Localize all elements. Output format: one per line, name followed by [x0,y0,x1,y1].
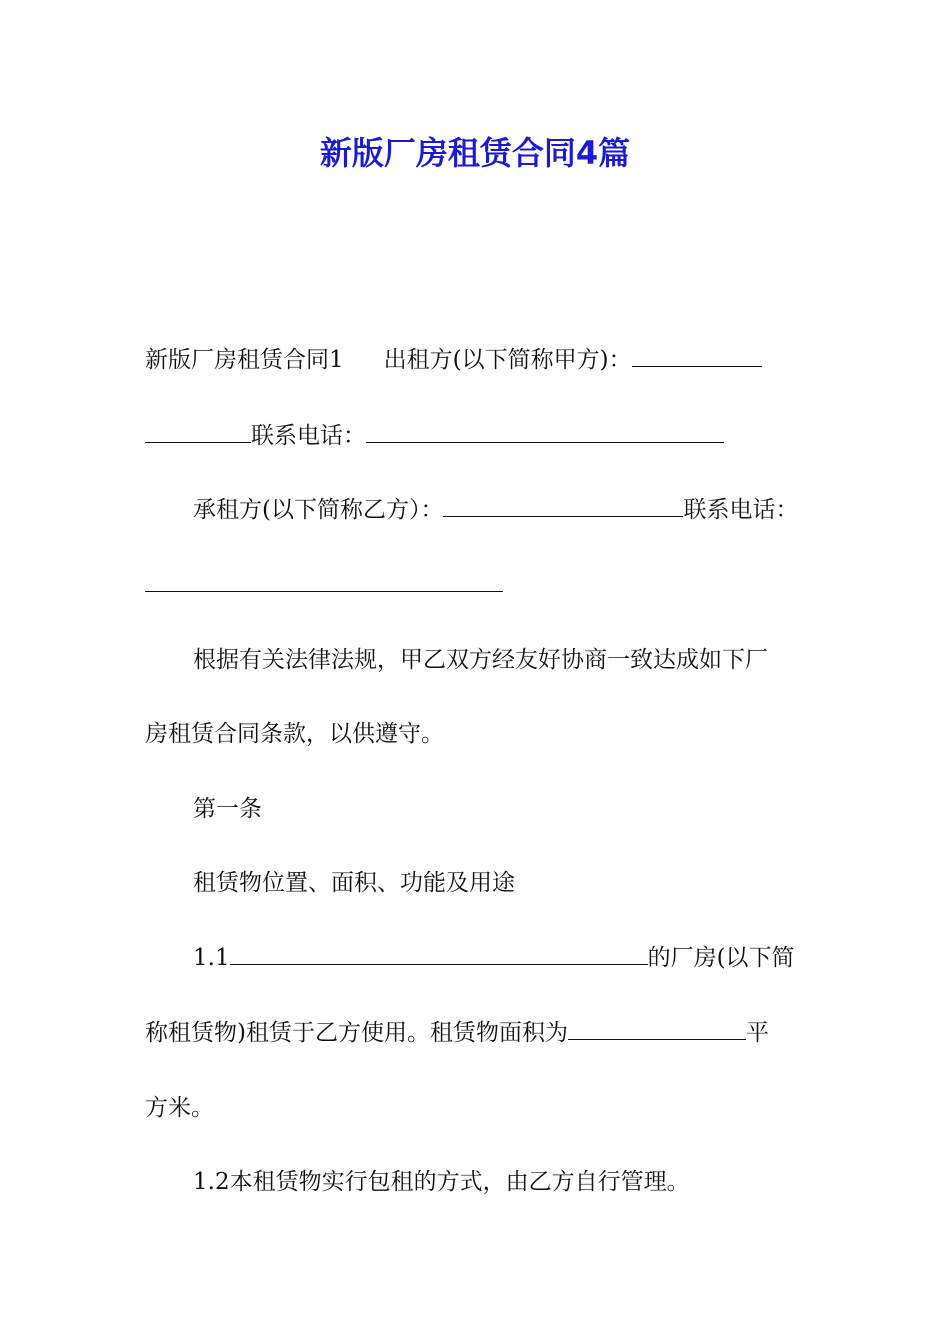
lessor-phone-label: 联系电话： [251,423,366,449]
clause-1-1-number: 1.1 [193,945,230,971]
lessee-phone-blank [145,571,503,592]
contract-heading: 新版厂房租赁合同1 [145,347,344,373]
clause-1-1-line-1 [193,943,795,973]
contract-line-lessee-phone [145,570,503,600]
clause-1-2: 1.2本租赁物实行包租的方式，由乙方自行管理。 [193,1169,690,1195]
lessor-phone-blank [366,422,724,443]
lessee-name-blank [443,496,683,517]
clause-1-1-unit: 平 [745,1020,769,1046]
intro-line-2: 房租赁合同条款，以供遵守。 [145,721,444,747]
lessor-name-blank-cont [145,422,251,443]
lessee-phone-label: 联系电话： [683,497,799,523]
lessee-label: 承租方(以下简称乙方）： [193,497,444,523]
contract-line-lessor-phone [145,421,724,451]
clause-1-1-line-3: 方米。 [145,1095,214,1121]
intro-line-1: 根据有关法律法规，甲乙双方经友好协商一致达成如下厂 [193,647,768,673]
article-1-title: 租赁物位置、面积、功能及用途 [193,870,515,896]
clause-1-1-line-2 [145,1018,769,1048]
premises-location-blank [230,944,648,965]
clause-1-1-area-text: 称租赁物)租赁于乙方使用。租赁物面积为 [145,1020,568,1046]
article-1-heading: 第一条 [193,796,262,822]
lessor-label: 出租方(以下简称甲方)： [383,347,632,373]
area-blank [568,1019,746,1040]
lessor-name-blank [632,346,762,367]
document-title: 新版厂房租赁合同4篇 [319,134,631,172]
clause-1-1-text: 的厂房(以下简 [647,945,795,971]
contract-line-lessor [145,345,762,375]
contract-line-lessee [193,495,798,525]
